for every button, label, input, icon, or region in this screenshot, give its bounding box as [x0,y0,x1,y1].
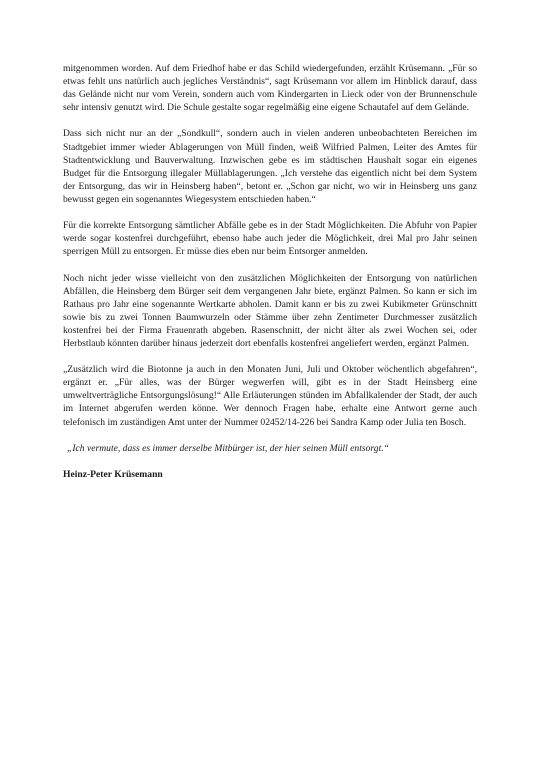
paragraph-5: „Zusätzlich wird die Biotonne ja auch in den Monaten Juni, Juli und Oktober wöchentlich abgefahren“, ergänzt er. „Für alles, was der Bürger wegwerfen will, gibt es in der Stadt Heinsberg eine umweltverträgliche Entsorgungslösung!“ Alle Erläuterungen stünden im Abfallkalender der Stadt, der auch im Internet abgerufen werden könne. Wer dennoch Fragen habe, erhalte eine Antwort gerne auch telefonisch im zuständigen Amt unter der Nummer 02452/14-226 bei Sandra Kamp oder Julia ten Bosch. [63,364,477,428]
paragraph-2: Dass sich nicht nur an der „Sondkull“, sondern auch in vielen anderen unbeobachteten Bereichen im Stadtgebiet immer wieder Ablagerungen von Müll finden, weiß Wilfried Palmen, Leiter des Amtes für Stadtentwicklung und Bauverwaltung. Inzwischen gebe es im städtischen Haushalt sogar ein eigenes Budget für die Entsorgung illegaler Müllablagerungen. „Ich verstehe das eigentlich nicht bei dem System der Entsorgung, das wir in Heinsberg haben“, betont er. „Schon gar nicht, wo wir in Heinsberg uns ganz bewusst gegen ein sogenanntes Wiegesystem entschieden haben.“ [63,128,477,205]
article-body [63,62,477,481]
pull-quote: „Ich vermute, dass es immer derselbe Mitbürger ist, der hier seinen Müll entsorgt.“ [67,442,389,454]
paragraph-3: Für die korrekte Entsorgung sämtlicher Abfälle gebe es in der Stadt Möglichkeiten. Die Abfuhr von Papier werde sogar kostenfrei durchgeführt, ebenso habe auch jeder die Möglichkeit, drei Mal pro Jahr seinen sperrigen Müll zu entsorgen. Er müsse dies eben nur beim Entsorger anmelden. [63,220,477,258]
paragraph-1: mitgenommen worden. Auf dem Friedhof habe er das Schild wiedergefunden, erzählt Krüsemann. „Für so etwas fehlt uns natürlich auch jegliches Verständnis“, sagt Krüsemann vor allem im Hinblick darauf, dass das Gelände nicht nur vom Verein, sondern auch vom Kindergarten in Lieck oder von der Brunnenschule sehr intensiv genutzt wird. Die Schule gestalte sogar regelmäßig eine eigene Schautafel auf dem Gelände. [63,63,477,114]
paragraph-4: Noch nicht jeder wisse vielleicht von den zusätzlichen Möglichkeiten der Entsorgung von natürlichen Abfällen, die Heinsberg dem Bürger seit dem vergangenen Jahr biete, ergänzt Palmen. So kann er sich im Rathaus pro Jahr eine sogenannte Wertkarte abholen. Damit kann er bis zu zwei Kubikmeter Grünschnitt sowie bis zu zwei Tonnen Baumwurzeln oder Stämme über zehn Zentimeter Durchmesser zusätzlich kostenfrei bei der Firma Frauenrath abgeben. Rasenschnitt, der nicht älter als zwei Wochen sei, oder Herbstlaub könnten darüber hinaus jederzeit dort ebenfalls kostenfrei angeliefert werden, ergänzt Palmen. [63,272,477,349]
author-name: Heinz-Peter Krüsemann [63,468,163,480]
